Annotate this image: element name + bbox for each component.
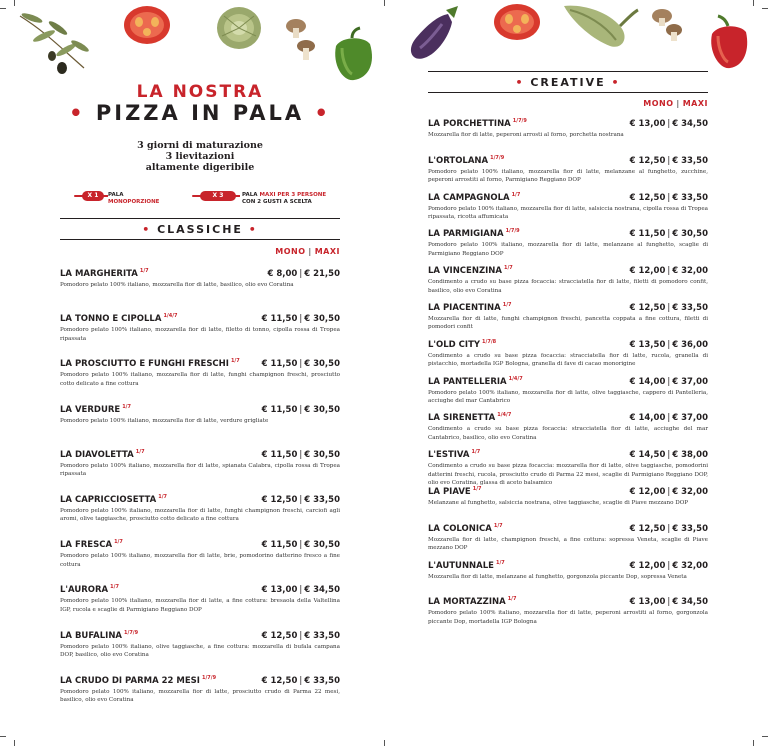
price-separator: | [667,339,671,350]
pizza-name-text: L'ESTIVA [428,450,470,461]
mono-price: € 11,50 [261,314,298,325]
mono-price: € 11,50 [629,229,666,240]
title-bullet: • [314,101,331,125]
mono-price: € 13,00 [261,585,298,596]
mushroom-icon [650,6,684,44]
pizza-description: Pomodoro pelato 100% italiano, mozzarella fior di latte, prosciutto crudo di Parma 22 mesi, basilico, olio evo Coratina [60,688,340,704]
menu-item [60,676,340,717]
menu-item [428,266,708,299]
pizza-prices [262,359,340,369]
pizza-name-text: L'AUTUNNALE [428,560,494,571]
pizza-name-text: LA DIAVOLETTA [60,449,134,460]
pizza-description: Condimento a crudo su base pizza focaccia: stracciatella fior di latte, acciughe del mar Cantabrico, basilico, olio evo Coratina [428,426,708,441]
pizza-name-text: L'ORTOLANA [428,155,489,166]
pizza-name [60,269,149,279]
mono-price: € 8,00 [267,269,298,279]
mono-price: € 13,00 [629,119,666,129]
mono-size-label-line: MONOPORZIONE [108,199,160,205]
pizza-name-text: LA VERDURE [60,404,121,415]
pizza-name-text: L'OLD CITY [428,339,481,350]
mono-price: € 12,50 [261,630,298,641]
price-columns-header [568,99,708,108]
menu-item [428,193,708,226]
pizza-prices [262,676,340,686]
menu-item [428,340,708,373]
pizza-name-text: LA TONNO E CIPOLLA [60,314,162,325]
maxi-price: € 30,50 [304,359,340,370]
crop-mark [0,8,6,9]
pizza-prices [262,585,340,595]
title-line-2 [60,101,340,125]
pizza-prices [262,450,340,460]
pizza-name-text: LA BUFALINA [60,630,123,641]
maxi-price: € 33,50 [672,303,708,313]
allergen-codes: 1/4/7 [508,375,523,382]
pizza-prices [630,266,708,276]
pizza-description: Mozzarella fior di latte, champignon freschi, a fine cottura: sopressa Veneta, scaglie di Piave mezzano DOP [428,536,708,552]
pizza-name-text: LA PARMIGIANA [428,229,504,240]
maxi-size-label-highlight: MAXI PER 3 PERSONE [259,192,327,198]
allergen-codes: 1/4/7 [497,412,512,419]
pizza-name [60,495,167,505]
pizza-description: Mozzarella fior di latte, funghi champignon freschi, pancetta coppata a fine cottura, filetti di pomodori confit [428,316,708,331]
section-bullet: • [248,223,258,236]
pizza-prices [262,405,340,415]
pizza-description: Pomodoro pelato 100% italiano, mozzarella fior di latte, filetto di tonno, cipolla rossa di Tropea ripassata [60,327,340,342]
menu-item [428,413,708,446]
pizza-name [428,524,503,534]
pizza-name [428,340,496,350]
menu-item [428,229,708,262]
crop-mark [753,0,754,6]
pizza-name-text: LA PIACENTINA [428,303,501,313]
pizza-description: Pomodoro pelato 100% italiano, mozzarella fior di latte, spianata Calabra, cipolla rossa di Tropea ripassata [60,462,340,478]
artichoke-icon [212,2,266,52]
menu-item [60,314,340,355]
mono-price: € 12,50 [629,303,666,313]
mono-size-badge: X 1 [82,191,104,201]
pizza-description: Pomodoro pelato 100% italiano, mozzarella fior di latte, melanzane al funghetto, scaglie di Parmigiano Reggiano DOP [428,242,708,257]
price-separator: | [667,229,671,240]
maxi-price: € 33,50 [672,192,708,203]
menu-item [428,561,708,594]
maxi-price: € 30,50 [304,540,340,551]
section-bullet: • [142,223,152,236]
maxi-price: € 38,00 [672,450,708,461]
pizza-prices [630,450,708,460]
price-separator: | [667,266,671,277]
tomato-icon [122,4,172,46]
crop-mark [762,736,768,737]
pizza-prices [630,303,708,313]
pizza-description: Pomodoro pelato 100% italiano, mozzarella fior di latte, olive taggiasche, cappero di Pantelleria, acciughe del mar Cantabrico [428,389,708,404]
mono-price: € 14,00 [629,413,666,424]
section-title-classiche [60,223,340,236]
maxi-price: € 33,50 [304,630,340,641]
pizza-description: Pomodoro pelato 100% italiano, olive taggiasche, a fine cottura: mozzarella di bufala campana DOP, basilico, olio evo Coratina [60,643,340,658]
price-separator: | [299,495,303,505]
allergen-codes: 1/7 [122,403,131,410]
pizza-prices [630,119,708,129]
maxi-price: € 32,00 [672,560,708,571]
section-rule [428,92,708,93]
menu-item [60,269,340,310]
pizza-description: Melanzane al funghetto, salsiccia nostrana, olive taggiasche, scaglie di Piave mezzano DOP [428,500,689,506]
menu-item [428,449,708,486]
section-title-text: CLASSICHE [157,223,243,236]
pizza-name-text: LA SIRENETTA [428,413,496,424]
allergen-codes: 1/7/9 [505,228,520,235]
pizza-prices [630,413,708,423]
price-separator: | [667,450,671,461]
section-rule [428,71,708,72]
price-separator: | [667,560,671,571]
green-pepper-icon [328,26,378,84]
pizza-name-text: LA PROSCIUTTO E FUNGHI FRESCHI [60,359,229,370]
menu-item [428,119,708,152]
pizza-name [428,266,513,276]
pizza-description: Pomodoro pelato 100% italiano, mozzarella fior di latte, melanzane al funghetto, zucchine, peperoni arrostiti al forno, Parmigiano Reggiano DOP [428,168,708,184]
pizza-name [60,450,145,460]
price-separator: | [667,523,671,534]
price-separator: | [299,314,303,325]
pizza-name-text: LA VINCENZINA [428,266,502,277]
menu-item [428,487,708,520]
pizza-description: Pomodoro pelato 100% italiano, mozzarella fior di latte, brie, pomodorino datterino fresco a fine cottura [60,553,340,568]
pizza-prices [268,269,341,279]
pizza-name [60,405,131,415]
price-separator: | [299,359,303,370]
pizza-description: Mozzarella fior di latte, melanzane al funghetto, gorgonzola piccante Dop, sopressa Veneta [428,573,687,580]
allergen-codes: 1/7/9 [124,629,139,636]
pizza-name-text: LA MARGHERITA [60,269,138,279]
maxi-price: € 32,00 [672,487,708,497]
maxi-size-label [242,192,326,206]
mono-price: € 13,50 [629,339,666,350]
pizza-name [60,540,123,550]
maxi-price: € 21,50 [304,269,340,279]
pizza-name-text: LA CAPRICCIOSETTA [60,495,157,505]
allergen-codes: 1/7 [139,268,149,274]
pizza-name [428,561,505,571]
pizza-name [428,450,480,460]
price-separator: | [667,413,671,424]
mono-price: € 11,50 [261,449,298,460]
title-line-1: LA NOSTRA [136,82,264,102]
pizza-name-text: LA FRESCA [60,540,113,551]
pizza-description: Pomodoro pelato 100% italiano, mozzarella fior di latte, basilico, olio evo Coratina [60,282,294,288]
allergen-codes: 1/7/9 [490,154,505,161]
allergen-codes: 1/7 [502,302,512,308]
allergen-codes: 1/7/9 [201,674,217,681]
allergen-codes: 1/7 [493,522,503,529]
maxi-price: € 30,50 [304,314,340,325]
mono-size-label [108,192,159,206]
pizza-description: Pomodoro pelato 100% italiano, mozzarella fior di latte, funghi champignon freschi, prosciutto cotto delicato a fine cottura [60,372,340,387]
pizza-description: Mozzarella fior di latte, peperoni arrosti al forno, porchetta nostrana [428,132,624,138]
pizza-prices [630,156,708,166]
allergen-codes: 1/7 [114,539,123,546]
menu-item [428,303,708,336]
maxi-price: € 30,50 [304,404,340,415]
pizza-name [428,156,504,166]
mono-price: € 12,00 [629,560,666,571]
allergen-codes: 1/7 [472,486,482,492]
allergen-codes: 1/7 [110,584,119,591]
price-separator: | [299,269,303,279]
section-bullet: • [611,76,621,89]
section-rule [60,239,340,240]
menu-item [60,359,340,400]
pizza-prices [630,561,708,571]
menu-item [60,495,340,536]
mono-price: € 11,50 [261,404,298,415]
maxi-price: € 32,00 [672,266,708,277]
menu-item [428,156,708,189]
allergen-codes: 1/7 [158,494,168,500]
pizza-name [428,413,511,423]
pizza-name [428,487,482,497]
price-separator: | [667,487,671,497]
crop-mark [753,740,754,746]
price-separator: | [667,303,671,313]
menu-item [428,377,708,410]
pizza-name [428,119,527,129]
pizza-name [428,377,523,387]
subtitle-line: 3 lievitazioni [165,151,235,162]
allergen-codes: 1/7 [507,596,517,603]
mono-price: € 12,50 [629,523,666,534]
menu-item [428,524,708,557]
allergen-codes: 1/7 [511,191,521,198]
pizza-prices [630,524,708,534]
pizza-prices [630,340,708,350]
menu-item [60,631,340,672]
maxi-size-badge: X 3 [200,191,236,201]
mono-price: € 12,50 [629,155,666,166]
maxi-price: € 36,00 [672,339,708,350]
maxi-price: € 34,50 [672,597,708,608]
red-pepper-icon [706,12,752,72]
artichoke-slice-icon [560,0,640,52]
mono-price: € 12,50 [261,675,298,686]
price-separator: | [667,376,671,387]
crop-mark [384,740,385,746]
crop-mark [0,736,6,737]
section-rule [60,218,340,219]
maxi-price: € 33,50 [672,523,708,534]
mushroom-icon [284,16,318,64]
allergen-codes: 1/7 [504,265,513,272]
pizza-name-text: L'AURORA [60,585,109,596]
pizza-name-text: LA MORTAZZINA [428,597,506,608]
column-separator: | [676,99,680,108]
menu-item [60,405,340,446]
maxi-size-label-line [242,192,326,199]
pizza-name-text: LA CAMPAGNOLA [428,192,510,203]
menu-item [60,540,340,581]
pizza-prices [630,193,708,203]
section-title-text: CREATIVE [530,76,606,89]
price-separator: | [667,119,671,129]
mono-price: € 11,50 [261,359,298,370]
mono-price: € 14,50 [629,450,666,461]
pizza-name [60,585,119,595]
pizza-description: Condimento a crudo su base pizza focaccia: stracciatella fior di latte, filetti di pomodoro confit, basilico, olio evo Coratina [428,279,708,294]
pizza-name [60,314,178,324]
pizza-name-text: LA CRUDO DI PARMA 22 MESI [60,675,200,686]
pizza-prices [262,540,340,550]
crop-mark [384,0,385,6]
maxi-price: € 34,50 [304,585,340,596]
maxi-price: € 30,50 [304,449,340,460]
crop-mark [762,8,768,9]
pizza-description: Pomodoro pelato 100% italiano, mozzarella fior di latte, a fine cottura: bresaola della Valtellina IGP, rucola e scaglie di Parmigiano Reggiano DOP [60,598,340,613]
mono-column-label: MONO [643,99,674,108]
pizza-description: Condimento a crudo su base pizza focaccia: stracciatella fior di latte, rucola, granella di pistacchio, mortadella IGP Bologna, granella di fave di cacao monorigine [428,352,708,368]
mono-price: € 11,50 [261,540,298,551]
mono-price: € 14,00 [629,376,666,387]
pizza-prices [262,631,340,641]
pizza-description: Condimento a crudo su base pizza focaccia: mozzarella fior di latte, olive taggiasche, pomodorini datterini freschi, rucola, prosciutto crudo di Parma 22 mesi, scaglie di Parmigiano Reggiano DOP, olio evo Coratina, glassa di aceto balsamico [428,463,708,486]
pizza-prices [630,377,708,387]
allergen-codes: 1/7/8 [482,338,497,345]
pizza-name-text: LA PIAVE [428,487,471,497]
pizza-prices [630,229,708,239]
pizza-prices [630,597,708,607]
mono-price: € 12,50 [629,192,666,203]
maxi-price: € 33,50 [304,495,340,505]
allergen-codes: 1/7 [471,449,481,456]
mono-price: € 13,00 [629,597,666,608]
pizza-name [60,359,240,369]
olive-branch-icon [14,6,94,76]
pizza-description: Pomodoro pelato 100% italiano, mozzarella fior di latte, verdure grigliate [60,417,269,424]
pizza-prices [630,487,708,497]
pizza-name [428,193,520,203]
column-separator: | [308,247,312,256]
mono-price: € 12,50 [261,495,298,505]
price-separator: | [299,630,303,641]
section-bullet: • [515,76,525,89]
allergen-codes: 1/7 [495,559,505,566]
maxi-price: € 30,50 [672,229,708,240]
allergen-codes: 1/7 [135,448,145,455]
mono-size-label-line: PALA [108,192,124,198]
price-columns-header [200,247,340,256]
crop-mark [14,740,15,746]
right-page [384,0,768,746]
title-bullet: • [69,101,86,125]
maxi-price: € 37,00 [672,376,708,387]
section-title-creative [428,76,708,89]
maxi-price: € 33,50 [672,155,708,166]
mono-price: € 12,00 [629,266,666,277]
allergen-codes: 1/7 [230,358,240,365]
pizza-name [60,676,216,686]
pizza-prices [262,495,340,505]
maxi-size-label-line: CON 2 GUSTI A SCELTA [242,199,312,205]
pizza-description: Pomodoro pelato 100% italiano, mozzarella fior di latte, peperoni arrostiti al forno, gorgonzola piccante Dop, mortadella IGP Bologna [428,610,708,625]
mono-column-label: MONO [275,247,306,256]
price-separator: | [299,404,303,415]
menu-item [60,585,340,626]
pizza-description: Pomodoro pelato 100% italiano, mozzarella fior di latte, funghi champignon freschi, carciofi agli aromi, olive taggiasche, prosciutto cotto delicato a fine cottura [60,508,340,523]
pizza-name-text: LA PANTELLERIA [428,376,507,387]
maxi-size-label-prefix: PALA [242,192,260,198]
eggplant-icon [398,4,464,64]
allergen-codes: 1/4/7 [163,313,178,320]
tomato-icon [492,2,542,42]
title-main: PIZZA IN PALA [95,101,305,125]
pizza-name [428,229,520,239]
maxi-price: € 37,00 [672,413,708,424]
maxi-column-label: MAXI [314,247,340,256]
pizza-description: Pomodoro pelato 100% italiano, mozzarella fior di latte, salsiccia nostrana, cipolla rossa di Tropea ripassata, ricotta affumicata [428,205,708,220]
price-separator: | [299,585,303,596]
pizza-name [60,631,138,641]
pizza-name-text: LA COLONICA [428,523,492,534]
pizza-name [428,303,512,313]
menu-item [60,450,340,491]
maxi-price: € 34,50 [672,119,708,129]
maxi-column-label: MAXI [682,99,708,108]
subtitle-line: altamente digeribile [145,162,255,173]
pizza-prices [262,314,340,324]
subtitle-line: 3 giorni di maturazione [137,140,263,151]
pizza-name-text: LA PORCHETTINA [428,119,511,129]
price-separator: | [667,192,671,203]
price-separator: | [299,449,303,460]
price-separator: | [299,540,303,551]
allergen-codes: 1/7/9 [512,118,527,124]
price-separator: | [667,597,671,608]
price-separator: | [667,155,671,166]
maxi-price: € 33,50 [304,675,340,686]
mono-price: € 12,00 [629,487,666,497]
price-separator: | [299,675,303,686]
pizza-name [428,597,517,607]
menu-item [428,597,708,630]
